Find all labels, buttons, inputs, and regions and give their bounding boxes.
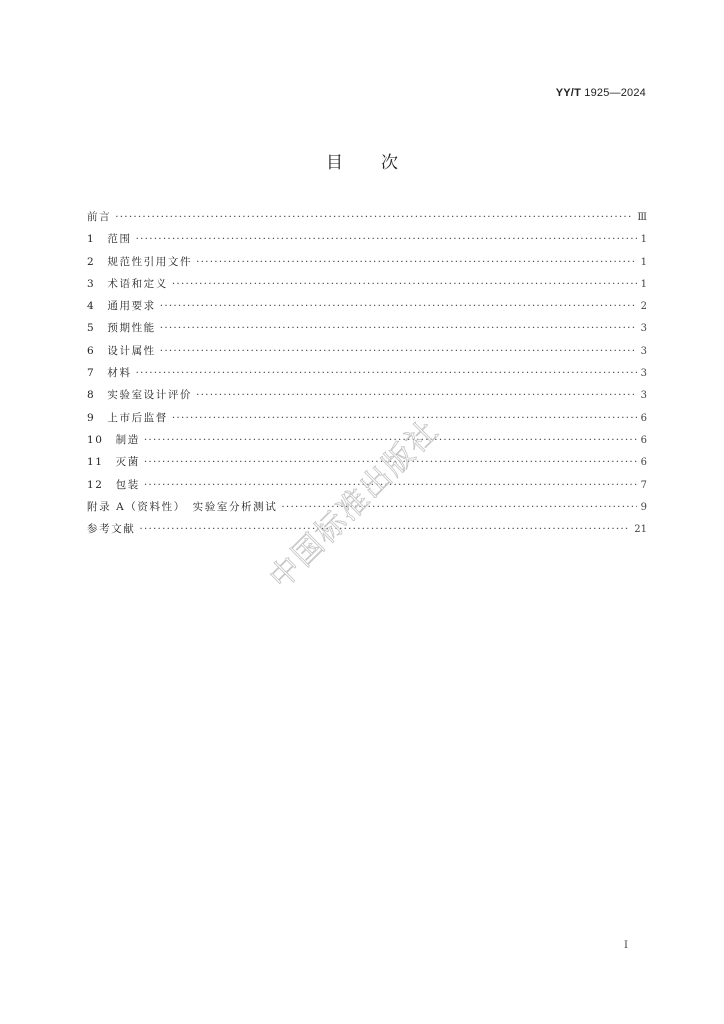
dot-leader — [144, 429, 637, 451]
toc-entry-6[interactable] — [87, 340, 647, 362]
toc-entry-7[interactable] — [87, 362, 647, 384]
standard-code — [556, 87, 646, 99]
toc-entry-page: 6 — [640, 457, 647, 469]
toc-entry-page: 1 — [640, 256, 647, 268]
toc-entry-page: 3 — [640, 368, 647, 380]
toc-entry-label: 4 通用要求 — [87, 300, 156, 313]
dot-leader — [196, 251, 637, 273]
toc-entry-page: 1 — [640, 278, 647, 290]
toc-entry-8[interactable] — [87, 384, 647, 406]
toc-entry-page: Ⅲ — [637, 212, 647, 223]
toc-entry-page: 3 — [640, 390, 647, 402]
table-of-contents — [87, 206, 647, 540]
page-title: 目次 — [326, 153, 436, 173]
toc-entry-label: 前言 — [87, 211, 112, 223]
toc-entry-label: 6 设计属性 — [87, 344, 156, 357]
toc-entry-label: 附录 A（资料性） 实验室分析测试 — [87, 500, 278, 513]
dot-leader — [144, 451, 637, 473]
toc-entry-label: 8 实验室设计评价 — [87, 389, 193, 402]
standard-number: 1925—2024 — [584, 87, 646, 99]
toc-entry-page: 6 — [640, 412, 647, 424]
toc-entry-label: 2 规范性引用文件 — [87, 255, 193, 268]
toc-entry-label: 7 材料 — [87, 367, 132, 380]
dot-leader — [160, 340, 637, 362]
toc-entry-label: 1 范围 — [87, 233, 132, 246]
toc-entry-page: 2 — [640, 301, 647, 313]
publisher-watermark: 中国标准出版社 — [262, 412, 447, 597]
toc-entry-3[interactable] — [87, 273, 647, 295]
dot-leader — [172, 407, 637, 429]
toc-entry-12[interactable] — [87, 474, 647, 496]
toc-entry-11[interactable] — [87, 451, 647, 473]
page-number: I — [624, 940, 628, 951]
toc-entry-label: 3 术语和定义 — [87, 277, 168, 290]
dot-leader — [172, 273, 637, 295]
toc-entry-1[interactable] — [87, 228, 647, 250]
dot-leader — [139, 518, 630, 540]
toc-entry-9[interactable] — [87, 407, 647, 429]
toc-entry-label: 9 上市后监督 — [87, 411, 168, 424]
dot-leader — [281, 496, 636, 518]
dot-leader — [115, 206, 633, 228]
toc-entry-label: 参考文献 — [87, 523, 136, 536]
toc-entry-5[interactable] — [87, 317, 647, 339]
toc-entry-page: 6 — [640, 434, 647, 446]
toc-entry-page: 7 — [640, 479, 647, 491]
toc-entry-2[interactable] — [87, 251, 647, 273]
toc-entry-4[interactable] — [87, 295, 647, 317]
dot-leader — [160, 295, 637, 317]
toc-entry-page: 21 — [634, 524, 647, 536]
toc-entry-10[interactable] — [87, 429, 647, 451]
dot-leader — [136, 362, 637, 384]
toc-entry-page: 1 — [640, 234, 647, 246]
toc-entry-label: 11 灭菌 — [87, 456, 140, 469]
dot-leader — [144, 474, 637, 496]
toc-entry-bibliography[interactable] — [87, 518, 647, 540]
toc-entry-label: 10 制造 — [87, 433, 140, 446]
dot-leader — [160, 317, 637, 339]
dot-leader — [136, 228, 637, 250]
dot-leader — [196, 384, 637, 406]
standard-prefix: YY/T — [555, 87, 581, 99]
toc-entry-appendix-a[interactable] — [87, 496, 647, 518]
toc-entry-label: 5 预期性能 — [87, 322, 156, 335]
toc-entry-page: 3 — [640, 345, 647, 357]
toc-entry-page: 3 — [640, 323, 647, 335]
toc-entry-label: 12 包装 — [87, 478, 140, 491]
toc-entry-foreword[interactable] — [87, 206, 647, 228]
toc-entry-page: 9 — [640, 501, 647, 513]
